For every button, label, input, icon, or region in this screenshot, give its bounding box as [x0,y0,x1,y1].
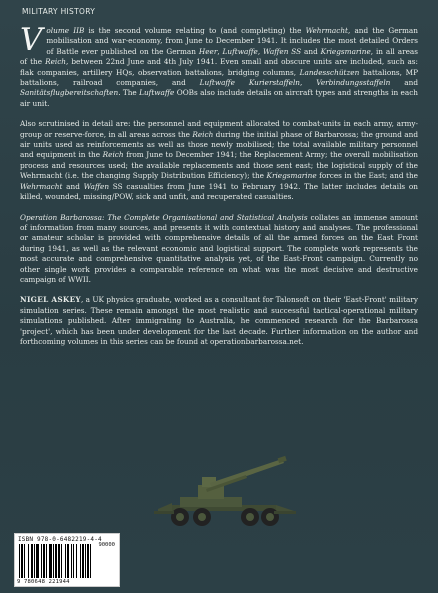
paragraph-details [20,119,418,202]
paragraph-details-text: Also scrutinised in detail are: the personnel and equipment allocated to combat-units in each army, army-group or reserve-force, in all areas across the Reich during the initial phase of Barbarossa; the ground and air units used as reinforcements as well as those newly mobilised; the total available military personnel and equipment in the Reich from June to December 1941; the Replacement Army; the overall mobilisation process and resources used; the available replacements and those sent east; the logistical supply of the Wehrmacht (i.e. the changing Supply Distribution Efficiency); the Kriegsmarine forces in the East; and the Wehrmacht and Waffen SS casualties from June 1941 to February 1942. The latter includes details on killed, wounded, missing/POW, sick and unfit, and recuperated casualties. [20,119,419,202]
isbn-label: ISBN 978-0-6482219-4-4 [18,536,102,543]
paragraph-overview [20,22,419,109]
paragraph-author [20,295,418,347]
paragraph-author-text: NIGEL ASKEY, a UK physics graduate, worked as a consultant for Talonsoft on their 'East-Front' military simulation series. These remain amongst the most realistic and successful tactical-operational military simulations published. After immigrating to Australia, he commenced research for the Barbarossa 'project', which has been under development for the last decade. Further information on the author and forthcoming volumes in this series can be found at operationbarbarossa.net. [20,295,418,346]
series-label: MILITARY HISTORY [22,7,96,16]
blurb-text [20,22,419,357]
paragraph-series-text: Operation Barbarossa: The Complete Organisational and Statistical Analysis collates an immense amount of information from many sources, and presents it with contextual history and analyses. The professional or amateur scholar is provided with comprehensive details of all the armed forces on the East Front during 1941, as well as the relevant economic and logistical support. The complete work represents the most accurate and comprehensive quantitative analysis yet, of the East-Front campaign. Currently no other single work provides a comparable reference on what was the most decisive and destructive campaign of WWII. [20,212,418,284]
paragraph-series [20,213,418,286]
drop-cap: V [20,22,43,58]
price-code: 90000 [98,542,115,548]
barcode-bars [19,544,115,578]
barcode-digits: 9 780648 221944 [17,579,70,585]
paragraph-overview-text: olume IIB is the second volume relating to (and completing) the Wehrmacht, and the German mobilisation and war-economy, from June to December 1941. It includes the most detailed Orders of Battle ever published on the German Heer, Luftwaffe, Waffen SS and Kriegsmarine, in all areas of the Reich, between 22nd June and 4th July 1941. Even small and obscure units are included, such as: flak companies, artillery HQs, observation battalions, bridging columns, Landesschützen battalions, MP battalions, railroad companies, and Luftwaffe Kurierstaffeln, Verbindungsstaffeln and Sanitätsflugbereitschaften. The Luftwaffe OOBs also include details on aircraft types and strengths in each air unit. [20,26,419,108]
anti-aircraft-gun-icon [150,455,300,535]
isbn-barcode [14,533,120,587]
